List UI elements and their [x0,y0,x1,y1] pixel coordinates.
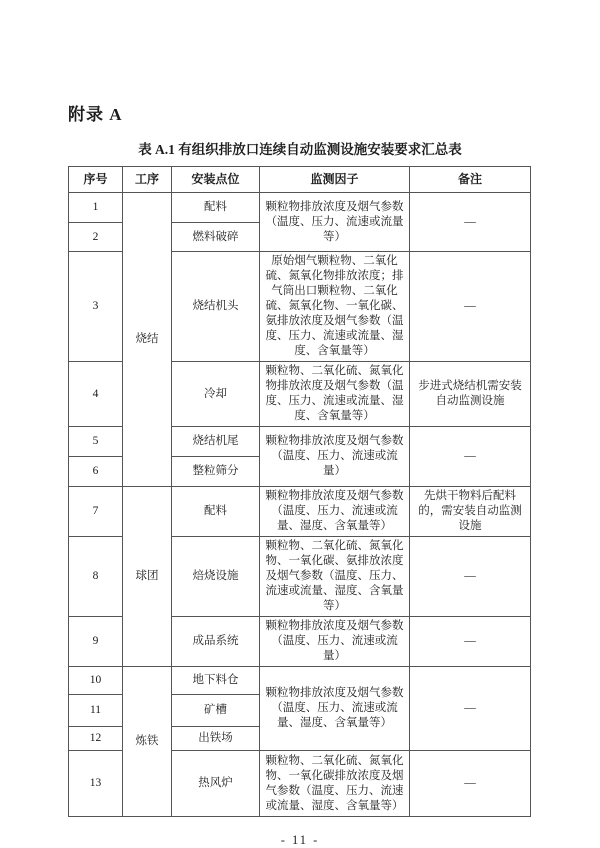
row-number: 9 [69,617,123,667]
row-number: 8 [69,537,123,617]
factor-cell: 颗粒物排放浓度及烟气参数（温度、压力、流速或流量） [260,617,410,667]
remark-cell: — [410,193,531,252]
row-number: 11 [69,695,123,727]
col-header-factor: 监测因子 [260,167,410,193]
remark-cell: 先烘干物料后配料的，需安装自动监测设施 [410,487,531,537]
col-header-process: 工序 [123,167,172,193]
summary-table [68,166,531,817]
header-row [69,167,531,193]
factor-cell: 颗粒物排放浓度及烟气参数（温度、压力、流速或流量、湿度、含氧量等） [260,487,410,537]
factor-cell: 颗粒物排放浓度及烟气参数（温度、压力、流速或流量等） [260,193,410,252]
row-number: 1 [69,193,123,223]
row-number: 5 [69,427,123,457]
row-number: 2 [69,223,123,252]
point-cell: 矿槽 [172,695,260,727]
point-cell: 整粒筛分 [172,457,260,487]
factor-cell: 颗粒物、二氧化硫、氮氧化物、一氧化碳排放浓度及烟气参数（温度、压力、流速或流量、湿度、含氧量等） [260,751,410,817]
remark-cell: — [410,537,531,617]
table-row [69,667,531,695]
factor-cell: 颗粒物排放浓度及烟气参数（温度、压力、流速或流量） [260,427,410,487]
row-number: 12 [69,727,123,751]
factor-cell: 颗粒物、二氧化硫、氮氧化物排放浓度及烟气参数（温度、压力、流速或流量、湿度、含氧量等） [260,362,410,427]
factor-cell: 颗粒物、二氧化硫、氮氧化物、一氧化碳、氨排放浓度及烟气参数（温度、压力、流速或流量、湿度、含氧量等） [260,537,410,617]
point-cell: 烧结机头 [172,252,260,362]
table-row [69,193,531,223]
remark-cell: — [410,617,531,667]
remark-cell: 步进式烧结机需安装自动监测设施 [410,362,531,427]
col-header-no: 序号 [69,167,123,193]
point-cell: 燃料破碎 [172,223,260,252]
process-cell: 球团 [123,487,172,667]
point-cell: 焙烧设施 [172,537,260,617]
point-cell: 冷却 [172,362,260,427]
process-cell: 烧结 [123,193,172,487]
table-title: 表 A.1 有组织排放口连续自动监测设施安装要求汇总表 [138,142,462,157]
point-cell: 烧结机尾 [172,427,260,457]
row-number: 13 [69,751,123,817]
factor-cell: 颗粒物排放浓度及烟气参数（温度、压力、流速或流量、湿度、含氧量等） [260,667,410,751]
appendix-title: 附录 A [68,105,123,124]
point-cell: 配料 [172,193,260,223]
process-cell: 炼铁 [123,667,172,817]
factor-cell: 原始烟气颗粒物、二氧化硫、氮氧化物排放浓度；排气筒出口颗粒物、二氧化硫、氮氧化物、一氧化碳、氨排放浓度及烟气参数（温度、压力、流速或流量、湿度、含氧量等） [260,252,410,362]
table-row [69,487,531,537]
col-header-remark: 备注 [410,167,531,193]
point-cell: 出铁场 [172,727,260,751]
row-number: 4 [69,362,123,427]
point-cell: 成品系统 [172,617,260,667]
point-cell: 地下料仓 [172,667,260,695]
page-number: - 11 - [280,833,320,847]
remark-cell: — [410,667,531,751]
row-number: 7 [69,487,123,537]
col-header-point: 安装点位 [172,167,260,193]
point-cell: 热风炉 [172,751,260,817]
remark-cell: — [410,427,531,487]
remark-cell: — [410,751,531,817]
row-number: 6 [69,457,123,487]
point-cell: 配料 [172,487,260,537]
remark-cell: — [410,252,531,362]
row-number: 10 [69,667,123,695]
row-number: 3 [69,252,123,362]
